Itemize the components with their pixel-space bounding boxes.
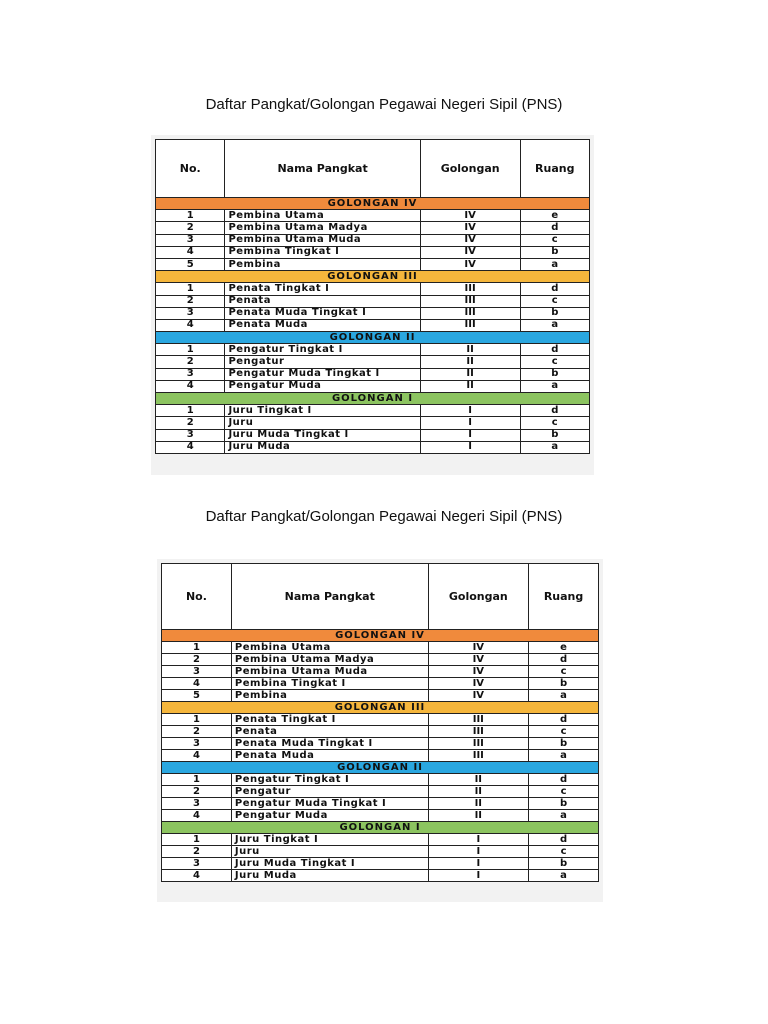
table-row	[156, 405, 590, 417]
cell-nama-pangkat: Pengatur Tingkat I	[231, 774, 428, 786]
cell-no: 3	[162, 738, 232, 750]
cell-ruang: d	[520, 344, 589, 356]
table-row	[156, 344, 590, 356]
cell-no: 5	[156, 258, 225, 270]
cell-golongan: IV	[420, 234, 520, 246]
table-row	[162, 750, 599, 762]
cell-no: 2	[162, 726, 232, 738]
cell-golongan: I	[420, 405, 520, 417]
cell-ruang: e	[520, 210, 589, 222]
cell-nama-pangkat: Pengatur Tingkat I	[225, 344, 420, 356]
cell-golongan: IV	[420, 246, 520, 258]
cell-nama-pangkat: Pembina	[225, 258, 420, 270]
table-row	[162, 810, 599, 822]
cell-golongan: II	[420, 356, 520, 368]
cell-ruang: c	[520, 295, 589, 307]
cell-no: 3	[156, 307, 225, 319]
table-row	[162, 738, 599, 750]
cell-ruang: b	[520, 368, 589, 380]
rank-table-1	[151, 135, 594, 475]
header-nama-pangkat: Nama Pangkat	[225, 140, 420, 198]
cell-nama-pangkat: Penata Tingkat I	[231, 714, 428, 726]
group-header-row	[162, 702, 599, 714]
cell-no: 3	[162, 798, 232, 810]
cell-ruang: b	[529, 798, 599, 810]
cell-golongan: II	[420, 380, 520, 392]
header-ruang: Ruang	[529, 564, 599, 630]
cell-no: 4	[156, 319, 225, 331]
cell-golongan: II	[420, 344, 520, 356]
table-row	[162, 774, 599, 786]
table-row	[156, 222, 590, 234]
rank-table	[161, 563, 599, 882]
table-row	[162, 714, 599, 726]
cell-golongan: IV	[428, 642, 529, 654]
cell-no: 1	[162, 714, 232, 726]
table-row	[156, 417, 590, 429]
cell-no: 2	[156, 417, 225, 429]
cell-nama-pangkat: Penata	[225, 295, 420, 307]
cell-golongan: I	[420, 441, 520, 453]
cell-no: 4	[162, 678, 232, 690]
cell-ruang: e	[529, 642, 599, 654]
table-row	[156, 319, 590, 331]
cell-ruang: a	[520, 319, 589, 331]
cell-nama-pangkat: Penata Muda Tingkat I	[231, 738, 428, 750]
cell-golongan: III	[420, 283, 520, 295]
cell-no: 2	[156, 295, 225, 307]
cell-golongan: IV	[420, 210, 520, 222]
cell-no: 3	[162, 666, 232, 678]
table-row	[156, 429, 590, 441]
header-golongan: Golongan	[428, 564, 529, 630]
table-row	[162, 666, 599, 678]
cell-no: 3	[156, 234, 225, 246]
cell-nama-pangkat: Pembina Tingkat I	[231, 678, 428, 690]
rank-table	[155, 139, 590, 454]
cell-ruang: b	[529, 858, 599, 870]
cell-golongan: III	[420, 307, 520, 319]
cell-golongan: II	[428, 798, 529, 810]
group-label: GOLONGAN IV	[162, 630, 599, 642]
cell-nama-pangkat: Pembina Utama Muda	[231, 666, 428, 678]
cell-golongan: I	[428, 858, 529, 870]
cell-nama-pangkat: Pengatur Muda Tingkat I	[231, 798, 428, 810]
page-title-2: Daftar Pangkat/Golongan Pegawai Negeri Sipil (PNS)	[205, 508, 563, 525]
table-row	[156, 441, 590, 453]
cell-golongan: IV	[428, 678, 529, 690]
cell-no: 5	[162, 690, 232, 702]
cell-nama-pangkat: Penata Muda Tingkat I	[225, 307, 420, 319]
cell-golongan: I	[428, 870, 529, 882]
cell-nama-pangkat: Pengatur	[231, 786, 428, 798]
group-header-row	[156, 198, 590, 210]
cell-ruang: a	[529, 690, 599, 702]
group-label: GOLONGAN I	[156, 393, 590, 405]
table-row	[156, 295, 590, 307]
table-header-row	[162, 564, 599, 630]
cell-golongan: I	[420, 417, 520, 429]
cell-ruang: b	[520, 307, 589, 319]
group-header-row	[156, 332, 590, 344]
table-row	[156, 258, 590, 270]
cell-no: 3	[162, 858, 232, 870]
cell-golongan: IV	[428, 690, 529, 702]
cell-ruang: c	[529, 666, 599, 678]
cell-no: 1	[156, 283, 225, 295]
cell-nama-pangkat: Juru Tingkat I	[225, 405, 420, 417]
cell-nama-pangkat: Penata Muda	[225, 319, 420, 331]
cell-golongan: III	[428, 738, 529, 750]
cell-ruang: b	[520, 429, 589, 441]
cell-golongan: IV	[428, 666, 529, 678]
cell-ruang: b	[529, 738, 599, 750]
cell-nama-pangkat: Pengatur	[225, 356, 420, 368]
rank-table-2	[157, 559, 603, 902]
group-label: GOLONGAN III	[156, 271, 590, 283]
cell-no: 1	[156, 405, 225, 417]
cell-ruang: d	[529, 714, 599, 726]
page-title-1: Daftar Pangkat/Golongan Pegawai Negeri Sipil (PNS)	[205, 96, 563, 113]
group-label: GOLONGAN II	[156, 332, 590, 344]
table-row	[162, 654, 599, 666]
cell-nama-pangkat: Penata	[231, 726, 428, 738]
cell-nama-pangkat: Juru Muda	[225, 441, 420, 453]
cell-no: 4	[162, 870, 232, 882]
cell-golongan: III	[428, 750, 529, 762]
cell-nama-pangkat: Juru	[231, 846, 428, 858]
cell-nama-pangkat: Pembina Utama Muda	[225, 234, 420, 246]
table-row	[156, 368, 590, 380]
cell-no: 2	[156, 356, 225, 368]
cell-ruang: a	[520, 441, 589, 453]
cell-no: 4	[156, 246, 225, 258]
cell-ruang: c	[520, 417, 589, 429]
cell-ruang: d	[529, 834, 599, 846]
group-header-row	[156, 393, 590, 405]
table-row	[162, 690, 599, 702]
cell-nama-pangkat: Juru	[225, 417, 420, 429]
cell-golongan: II	[428, 810, 529, 822]
cell-nama-pangkat: Pembina Utama	[231, 642, 428, 654]
cell-golongan: IV	[428, 654, 529, 666]
cell-nama-pangkat: Pengatur Muda	[225, 380, 420, 392]
cell-nama-pangkat: Juru Tingkat I	[231, 834, 428, 846]
cell-nama-pangkat: Penata Tingkat I	[225, 283, 420, 295]
table-row	[162, 846, 599, 858]
table-header-row	[156, 140, 590, 198]
cell-nama-pangkat: Juru Muda Tingkat I	[231, 858, 428, 870]
cell-nama-pangkat: Pengatur Muda Tingkat I	[225, 368, 420, 380]
header-golongan: Golongan	[420, 140, 520, 198]
cell-ruang: c	[520, 234, 589, 246]
cell-no: 3	[156, 429, 225, 441]
header-no: No.	[162, 564, 232, 630]
table-row	[162, 678, 599, 690]
header-ruang: Ruang	[520, 140, 589, 198]
cell-no: 1	[156, 210, 225, 222]
cell-nama-pangkat: Pembina	[231, 690, 428, 702]
cell-ruang: d	[520, 405, 589, 417]
cell-no: 4	[162, 810, 232, 822]
cell-no: 2	[156, 222, 225, 234]
cell-nama-pangkat: Pembina Tingkat I	[225, 246, 420, 258]
cell-golongan: III	[428, 714, 529, 726]
cell-no: 4	[156, 441, 225, 453]
cell-ruang: c	[529, 726, 599, 738]
cell-nama-pangkat: Pembina Utama Madya	[225, 222, 420, 234]
cell-nama-pangkat: Pembina Utama Madya	[231, 654, 428, 666]
group-label: GOLONGAN IV	[156, 198, 590, 210]
table-row	[162, 834, 599, 846]
cell-ruang: a	[520, 258, 589, 270]
cell-golongan: III	[420, 295, 520, 307]
cell-golongan: II	[428, 786, 529, 798]
cell-golongan: III	[428, 726, 529, 738]
cell-no: 2	[162, 846, 232, 858]
cell-golongan: II	[428, 774, 529, 786]
cell-nama-pangkat: Pembina Utama	[225, 210, 420, 222]
cell-no: 1	[162, 774, 232, 786]
cell-golongan: IV	[420, 258, 520, 270]
group-label: GOLONGAN II	[162, 762, 599, 774]
cell-golongan: I	[428, 846, 529, 858]
cell-golongan: III	[420, 319, 520, 331]
cell-no: 4	[162, 750, 232, 762]
cell-ruang: b	[520, 246, 589, 258]
cell-nama-pangkat: Juru Muda Tingkat I	[225, 429, 420, 441]
cell-ruang: a	[529, 870, 599, 882]
cell-ruang: c	[529, 846, 599, 858]
cell-ruang: a	[520, 380, 589, 392]
group-header-row	[156, 271, 590, 283]
table-row	[156, 283, 590, 295]
cell-no: 1	[156, 344, 225, 356]
table-row	[156, 234, 590, 246]
cell-no: 1	[162, 834, 232, 846]
cell-ruang: a	[529, 750, 599, 762]
cell-nama-pangkat: Penata Muda	[231, 750, 428, 762]
cell-ruang: d	[529, 774, 599, 786]
table-row	[162, 786, 599, 798]
table-row	[156, 307, 590, 319]
cell-golongan: I	[420, 429, 520, 441]
cell-no: 2	[162, 786, 232, 798]
cell-ruang: c	[520, 356, 589, 368]
table-row	[162, 726, 599, 738]
group-header-row	[162, 822, 599, 834]
cell-ruang: c	[529, 786, 599, 798]
group-header-row	[162, 630, 599, 642]
cell-no: 2	[162, 654, 232, 666]
table-row	[156, 380, 590, 392]
table-row	[156, 246, 590, 258]
cell-golongan: I	[428, 834, 529, 846]
cell-no: 4	[156, 380, 225, 392]
cell-nama-pangkat: Pengatur Muda	[231, 810, 428, 822]
group-label: GOLONGAN I	[162, 822, 599, 834]
cell-golongan: II	[420, 368, 520, 380]
group-header-row	[162, 762, 599, 774]
cell-no: 1	[162, 642, 232, 654]
cell-nama-pangkat: Juru Muda	[231, 870, 428, 882]
header-no: No.	[156, 140, 225, 198]
cell-ruang: d	[520, 283, 589, 295]
table-row	[156, 356, 590, 368]
cell-ruang: b	[529, 678, 599, 690]
cell-golongan: IV	[420, 222, 520, 234]
table-row	[162, 870, 599, 882]
cell-ruang: d	[529, 654, 599, 666]
header-nama-pangkat: Nama Pangkat	[231, 564, 428, 630]
table-row	[162, 858, 599, 870]
cell-ruang: a	[529, 810, 599, 822]
table-row	[162, 798, 599, 810]
cell-ruang: d	[520, 222, 589, 234]
table-row	[156, 210, 590, 222]
table-row	[162, 642, 599, 654]
group-label: GOLONGAN III	[162, 702, 599, 714]
cell-no: 3	[156, 368, 225, 380]
